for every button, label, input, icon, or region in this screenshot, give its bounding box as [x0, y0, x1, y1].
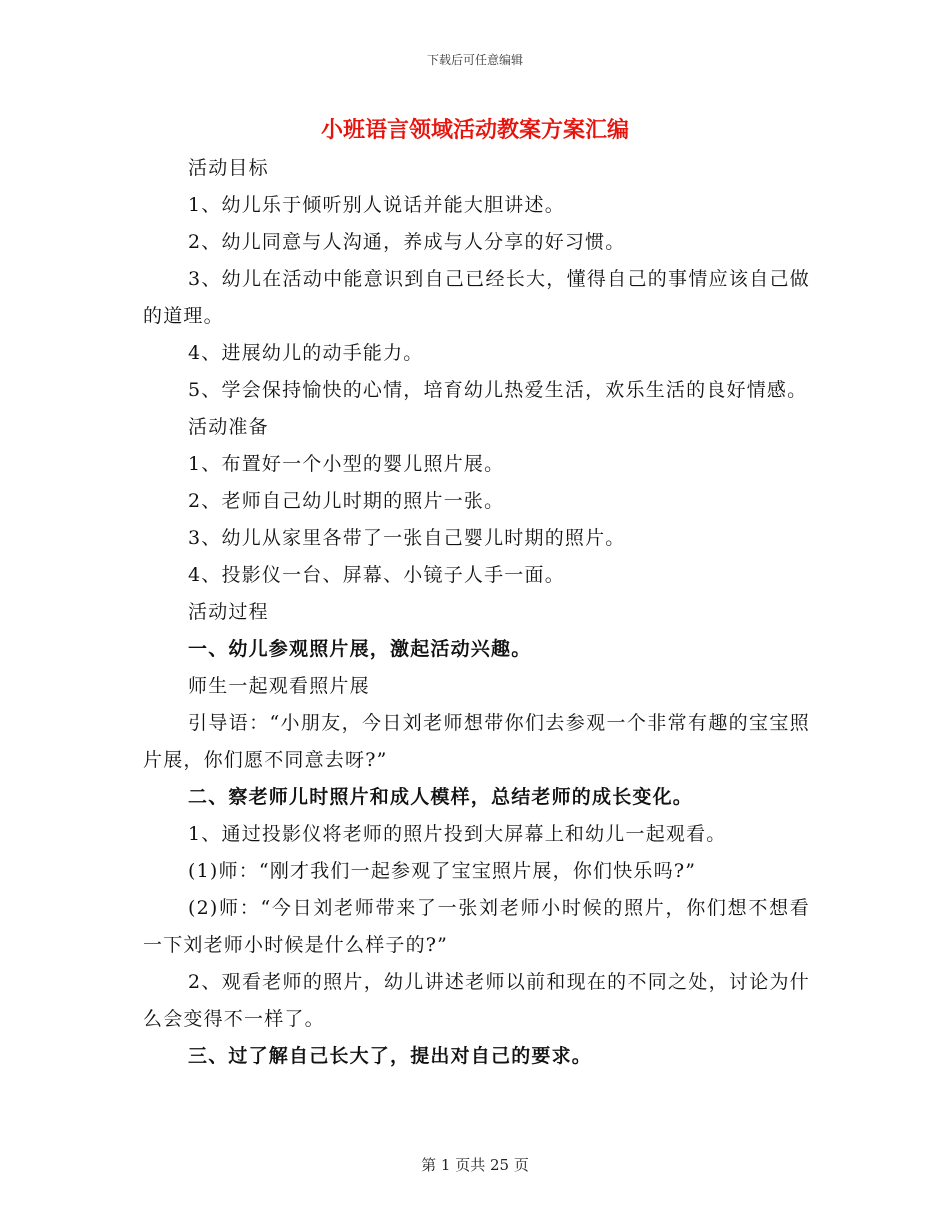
body-paragraph: 2、老师自己幼儿时期的照片一张。 — [188, 490, 505, 512]
body-paragraph: 4、进展幼儿的动手能力。 — [188, 342, 424, 364]
body-paragraph: 2、观看老师的照片，幼儿讲述老师以前和现在的不同之处，讨论为什么会变得不一样了。 — [143, 971, 810, 1030]
body-paragraph: (2)师：“今日刘老师带来了一张刘老师小时候的照片，你们想不想看一下刘老师小时候是什么样子的?” — [143, 897, 810, 956]
body-paragraph: 3、幼儿从家里各带了一张自己婴儿时期的照片。 — [188, 527, 626, 549]
body-paragraph: 1、幼儿乐于倾听别人说话并能大胆讲述。 — [188, 194, 565, 216]
body-paragraph: 4、投影仪一台、屏幕、小镜子人手一面。 — [188, 564, 565, 586]
page-header: 下载后可任意编辑 — [426, 53, 523, 67]
section-heading: 二、察老师儿时照片和成人模样，总结老师的成长变化。 — [188, 786, 694, 808]
body-paragraph: 活动准备 — [188, 416, 269, 438]
section-heading: 三、过了解自己长大了，提出对自己的要求。 — [188, 1045, 593, 1067]
body-paragraph: 2、幼儿同意与人沟通，养成与人分享的好习惯。 — [188, 231, 626, 253]
body-paragraph: (1)师：“刚才我们一起参观了宝宝照片展，你们快乐吗?” — [188, 860, 697, 882]
body-paragraph: 5、学会保持愉快的心情，培育幼儿热爱生活，欢乐生活的良好情感。 — [188, 379, 808, 401]
body-paragraph: 3、幼儿在活动中能意识到自己已经长大，懂得自己的事情应该自己做的道理。 — [143, 268, 810, 327]
section-heading: 一、幼儿参观照片展，激起活动兴趣。 — [188, 638, 532, 660]
body-paragraph: 师生一起观看照片展 — [188, 675, 370, 697]
body-paragraph: 活动过程 — [188, 601, 269, 623]
body-paragraph: 1、通过投影仪将老师的照片投到大屏幕上和幼儿一起观看。 — [188, 823, 727, 845]
document-title: 小班语言领域活动教案方案汇编 — [320, 117, 629, 143]
body-paragraph: 1、布置好一个小型的婴儿照片展。 — [188, 453, 505, 475]
body-paragraph: 活动目标 — [188, 157, 269, 179]
page-footer: 第 1 页共 25 页 — [421, 1156, 529, 1174]
document-body — [143, 150, 810, 1075]
body-paragraph: 引导语：“小朋友，今日刘老师想带你们去参观一个非常有趣的宝宝照片展，你们愿不同意去呀?” — [143, 712, 810, 771]
